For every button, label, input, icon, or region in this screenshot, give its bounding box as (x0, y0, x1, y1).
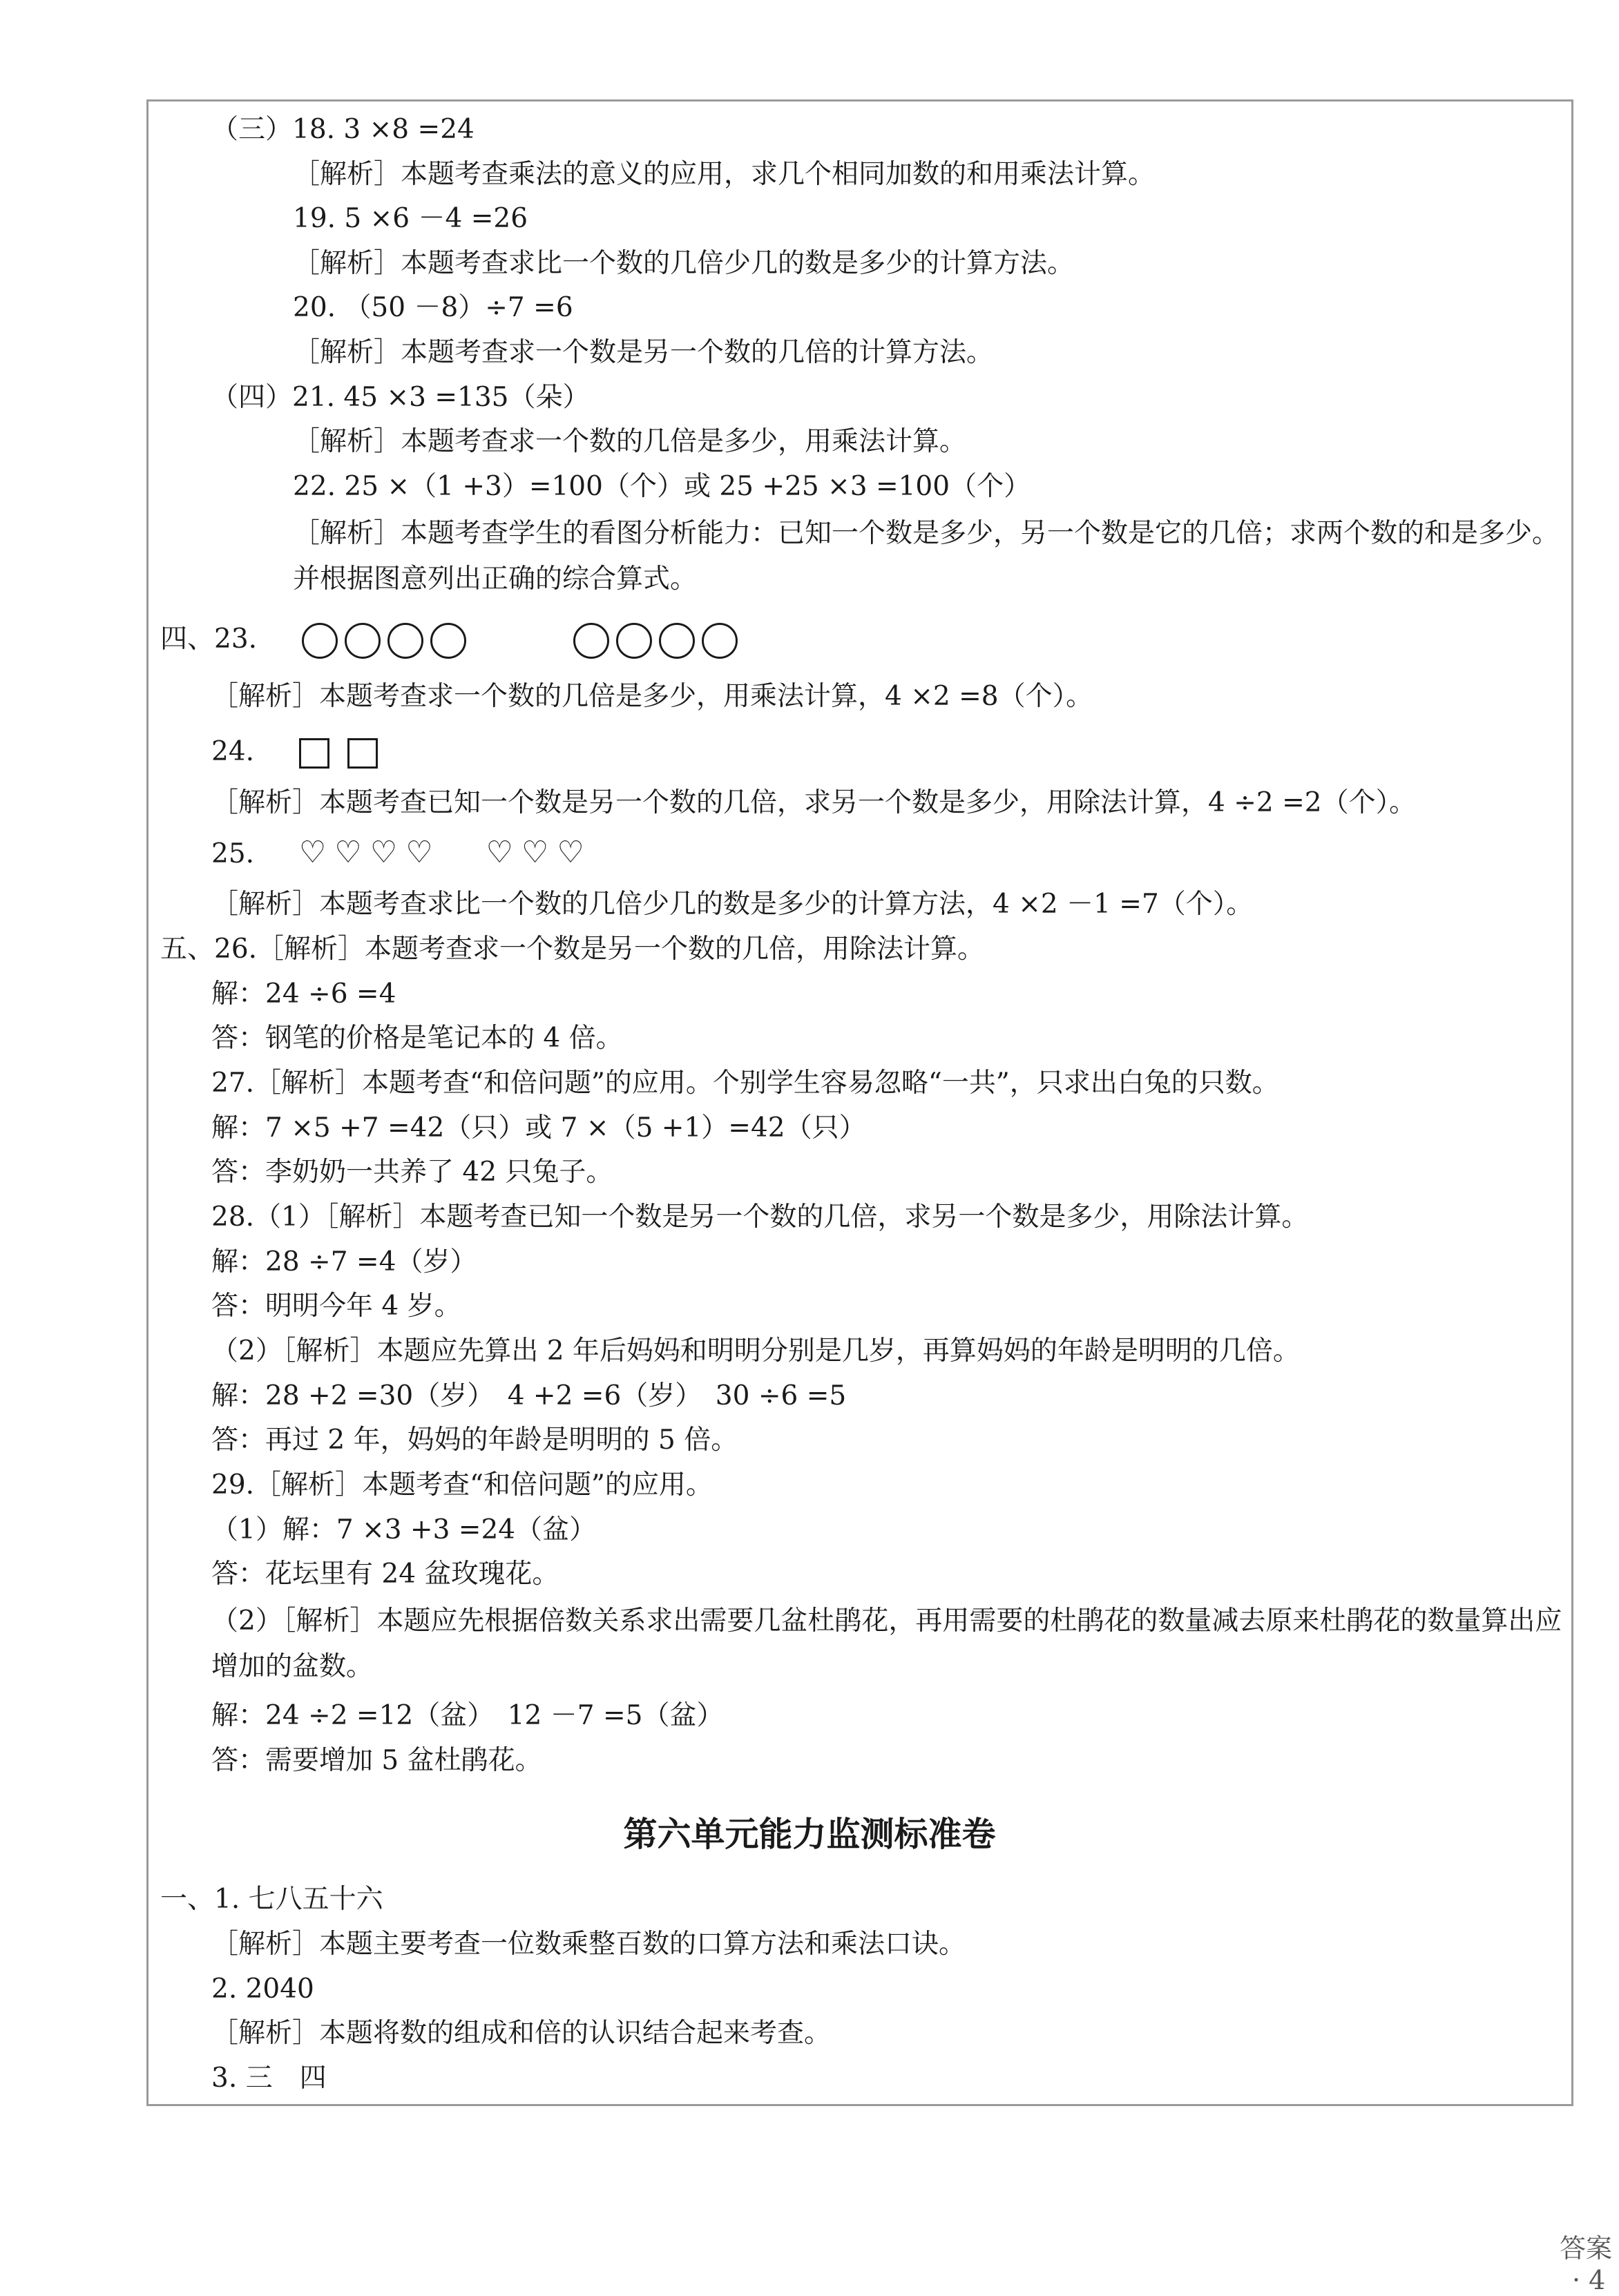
circle-icon (387, 623, 423, 659)
reply-29-2: 答：需要增加 5 盆杜鹃花。 (211, 1745, 542, 1776)
answer-28-2: （2）［解析］本题应先算出 2 年后妈妈和明明分别是几岁，再算妈妈的年龄是明明的几倍。 (211, 1335, 1300, 1367)
analysis-22: ［解析］本题考查学生的看图分析能力：已知一个数是多少，另一个数是它的几倍；求两个数的和是多少。并根据图意列出正确的综合算式。 (293, 518, 1560, 595)
answer-25 (211, 836, 593, 871)
answer-26: 五、26.［解析］本题考查求一个数是另一个数的几倍，用除法计算。 (160, 934, 985, 965)
reply-29-1: 答：花坛里有 24 盆玫瑰花。 (211, 1559, 559, 1590)
circle-icon (573, 623, 609, 659)
answer-1: 一、1. 七八五十六 (160, 1884, 383, 1915)
solution-28-1: 解：28 ÷7 =4（岁） (211, 1246, 477, 1277)
answer-3: 3. 三 四 (211, 2063, 327, 2094)
circle-icon (616, 623, 652, 659)
answer-28-1: 28.（1）［解析］本题考查已知一个数是另一个数的几倍，求另一个数是多少，用除法计算。 (211, 1202, 1309, 1233)
reply-27: 答：李奶奶一共养了 42 只兔子。 (211, 1157, 613, 1188)
solution-29-1: （1）解：7 ×3 +3 =24（盆） (211, 1514, 597, 1545)
solution-28-2: 解：28 +2 =30（岁） 4 +2 =6（岁） 30 ÷6 =5 (211, 1380, 847, 1411)
circle-icon (659, 623, 695, 659)
reply-26: 答：钢笔的价格是笔记本的 4 倍。 (211, 1023, 623, 1054)
heart-icon: ♡ (521, 835, 549, 870)
square-icon (347, 738, 378, 769)
heart-icon: ♡ (405, 835, 433, 870)
solution-27: 解：7 ×5 +7 =42（只）或 7 ×（5 +1）=42（只） (211, 1112, 866, 1144)
circle-icon (302, 623, 338, 659)
section-title: 第六单元能力监测标准卷 (623, 1815, 996, 1854)
reply-28-2: 答：再过 2 年，妈妈的年龄是明明的 5 倍。 (211, 1425, 738, 1456)
analysis-2: ［解析］本题将数的组成和倍的认识结合起来考查。 (211, 2018, 832, 2049)
heart-icon: ♡ (486, 835, 513, 870)
corner-label: 答案 (1560, 2233, 1613, 2264)
heart-icon: ♡ (334, 835, 362, 870)
page-number: · 4 (1572, 2265, 1606, 2295)
analysis-19: ［解析］本题考查求比一个数的几倍少几的数是多少的计算方法。 (293, 248, 1075, 279)
answer-29: 29.［解析］本题考查“和倍问题”的应用。 (211, 1469, 713, 1501)
question-number-24: 24. (211, 736, 255, 767)
analysis-24: ［解析］本题考查已知一个数是另一个数的几倍，求另一个数是多少，用除法计算，4 ÷2 =2（个）。 (211, 787, 1417, 818)
solution-29-2: 解：24 ÷2 =12（盆） 12 －7 =5（盆） (211, 1700, 724, 1731)
reply-28-1: 答：明明今年 4 岁。 (211, 1291, 461, 1322)
heart-icon: ♡ (557, 835, 584, 870)
analysis-20: ［解析］本题考查求一个数是另一个数的几倍的计算方法。 (293, 337, 994, 368)
analysis-1: ［解析］本题主要考查一位数乘整百数的口算方法和乘法口诀。 (211, 1929, 966, 1960)
square-icon (299, 738, 329, 769)
answer-21: （四）21. 45 ×3 =135（朵） (211, 382, 590, 413)
answer-18: （三）18. 3 ×8 =24 (211, 114, 475, 145)
analysis-23: ［解析］本题考查求一个数的几倍是多少，用乘法计算，4 ×2 =8（个）。 (211, 681, 1093, 712)
answer-24 (211, 735, 396, 769)
answer-20: 20. （50 －8）÷7 =6 (293, 292, 573, 323)
heart-icon: ♡ (370, 835, 398, 870)
analysis-29-2: （2）［解析］本题应先根据倍数关系求出需要几盆杜鹃花，再用需要的杜鹃花的数量减去原来杜鹃花的数量算出应增加的盆数。 (211, 1605, 1562, 1682)
circle-group-1 (302, 624, 481, 655)
answer-22: 22. 25 ×（1 +3）=100（个）或 25 +25 ×3 =100（个） (293, 471, 1031, 502)
question-number-23: 四、23. (160, 624, 258, 655)
analysis-21: ［解析］本题考查求一个数的几倍是多少，用乘法计算。 (293, 426, 967, 457)
question-number-25: 25. (211, 838, 255, 869)
answer-27: 27.［解析］本题考查“和倍问题”的应用。个别学生容易忽略“一共”，只求出白兔的只数。 (211, 1068, 1279, 1099)
answer-19: 19. 5 ×6 －4 =26 (293, 203, 528, 234)
circle-icon (345, 623, 381, 659)
analysis-25: ［解析］本题考查求比一个数的几倍少几的数是多少的计算方法，4 ×2 －1 =7（个）。 (211, 889, 1254, 920)
answer-23 (160, 622, 745, 659)
circle-icon (702, 623, 738, 659)
solution-26: 解：24 ÷6 =4 (211, 978, 396, 1010)
heart-icon: ♡ (298, 835, 327, 870)
answer-2: 2. 2040 (211, 1974, 314, 2005)
circle-group-2 (573, 624, 745, 655)
analysis-18: ［解析］本题考查乘法的意义的应用，求几个相同加数的和用乘法计算。 (293, 159, 1156, 190)
circle-icon (430, 623, 466, 659)
